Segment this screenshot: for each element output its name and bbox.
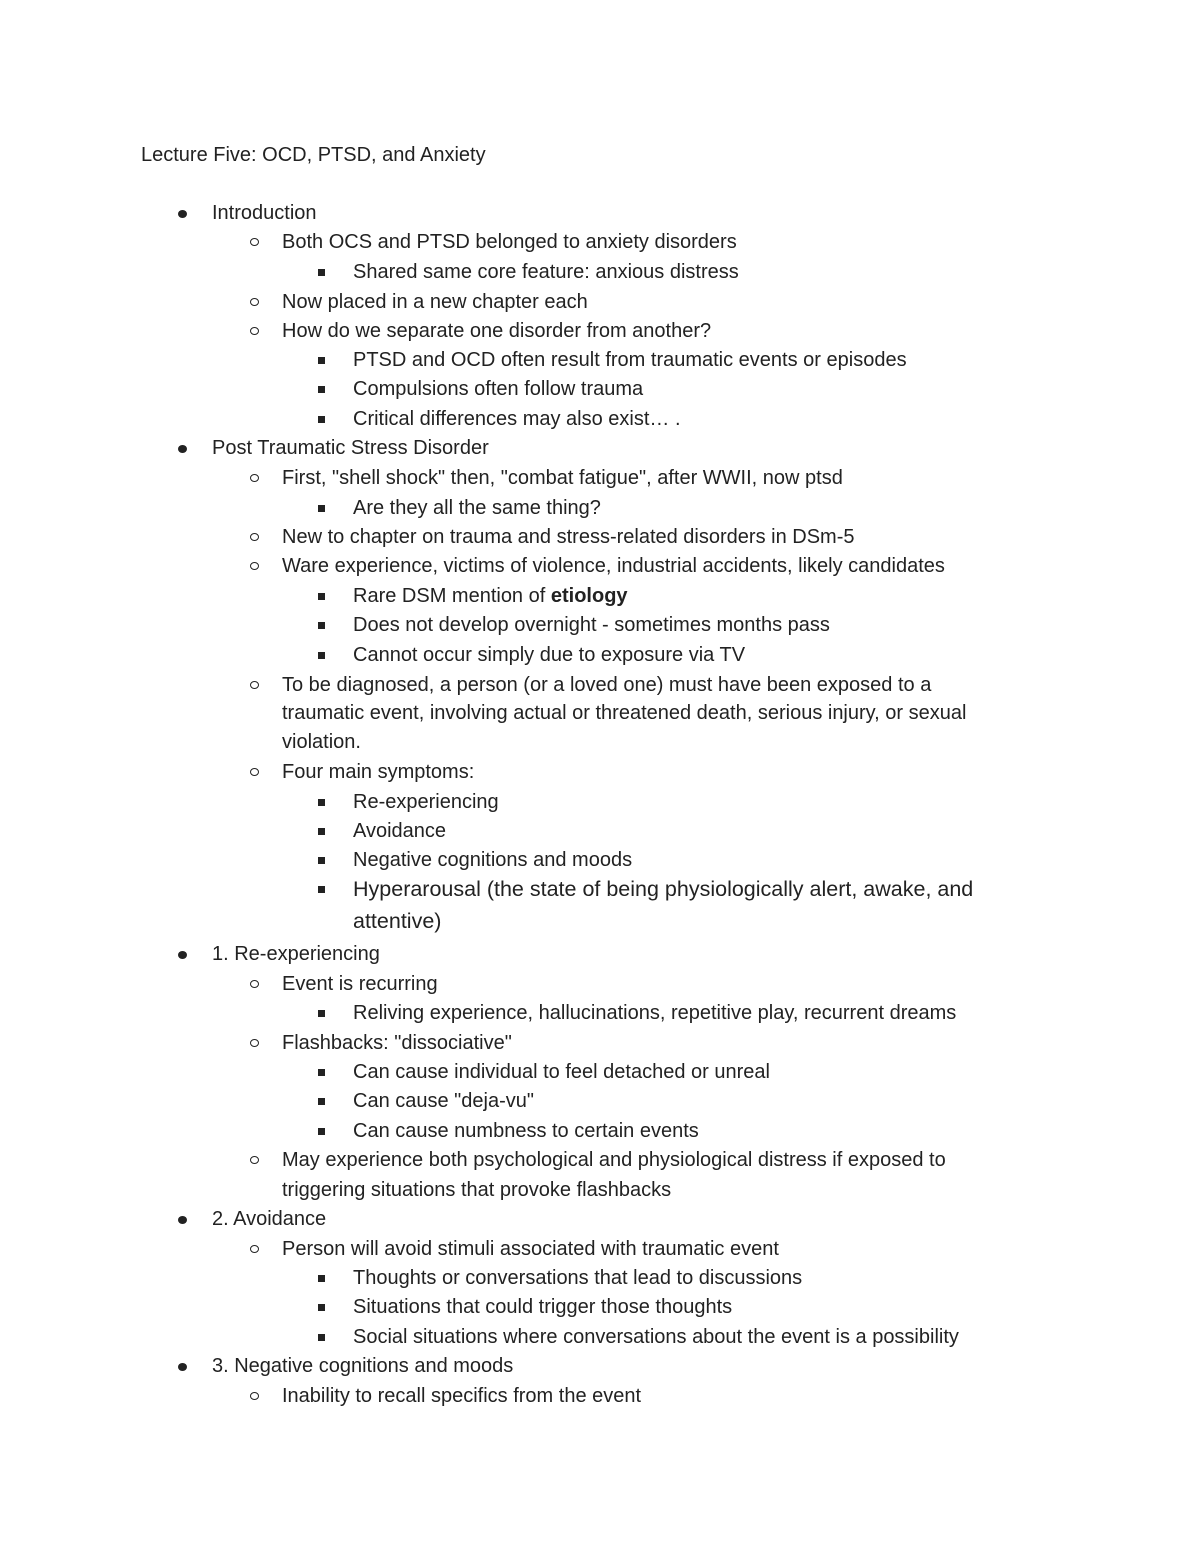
list-item-text: Both OCS and PTSD belonged to anxiety disorders: [282, 231, 737, 253]
list-item-text: triggering situations that provoke flashbacks: [282, 1179, 672, 1201]
bold-term: etiology: [550, 585, 628, 607]
list-item-text: Can cause "deja-vu": [353, 1090, 534, 1112]
list-item: [353, 790, 499, 814]
list-item: [353, 377, 643, 401]
list-item-text: Reliving experience, hallucinations, repetitive play, recurrent dreams: [353, 1002, 957, 1024]
list-item: [353, 584, 628, 608]
filled-square-bullet-icon: [318, 593, 325, 600]
list-item-text: Thoughts or conversations that lead to discussions: [353, 1267, 803, 1289]
filled-square-bullet-icon: [318, 799, 325, 806]
hollow-circle-bullet-icon: [250, 1156, 259, 1164]
list-item: [282, 1148, 946, 1172]
list-item-text: violation.: [282, 731, 361, 753]
list-item-text: PTSD and OCD often result from traumatic events or episodes: [353, 349, 907, 371]
hollow-circle-bullet-icon: [250, 681, 259, 689]
list-item-text: Shared same core feature: anxious distress: [353, 261, 739, 283]
list-item-text: Person will avoid stimuli associated with traumatic event: [282, 1238, 779, 1260]
hollow-circle-bullet-icon: [250, 1392, 259, 1400]
list-item-text: Inability to recall specifics from the event: [282, 1385, 642, 1407]
list-item-continuation: [353, 909, 441, 933]
list-item-text: Flashbacks: "dissociative": [282, 1032, 512, 1054]
list-item-continuation: [282, 701, 966, 725]
list-item: [353, 1060, 770, 1084]
hollow-circle-bullet-icon: [250, 980, 259, 988]
filled-square-bullet-icon: [318, 652, 325, 659]
list-item: [353, 1089, 534, 1113]
list-item: [353, 877, 973, 901]
filled-circle-bullet-icon: [178, 951, 187, 959]
list-item: [353, 407, 681, 431]
list-item: [353, 819, 446, 843]
list-item-text: Post Traumatic Stress Disorder: [212, 437, 489, 459]
list-item-text: New to chapter on trauma and stress-related disorders in DSm-5: [282, 526, 855, 548]
filled-square-bullet-icon: [318, 1010, 325, 1017]
list-item-text: Ware experience, victims of violence, industrial accidents, likely candidates: [282, 555, 945, 577]
list-item-continuation: [282, 1178, 671, 1202]
list-item-text: 3. Negative cognitions and moods: [212, 1355, 514, 1377]
list-item-text: To be diagnosed, a person (or a loved one) must have been exposed to a: [282, 674, 932, 696]
list-item-continuation: [282, 730, 361, 754]
hollow-circle-bullet-icon: [250, 768, 259, 776]
list-item: [353, 1119, 699, 1143]
list-item-text: Compulsions often follow trauma: [353, 378, 644, 400]
list-item-text: Does not develop overnight - sometimes months pass: [353, 614, 830, 636]
list-item: [282, 972, 438, 996]
list-item-text: Re-experiencing: [353, 791, 499, 813]
list-item-text: Hyperarousal (the state of being physiologically alert, awake, and: [353, 877, 974, 901]
hollow-circle-bullet-icon: [250, 533, 259, 541]
list-item: [282, 230, 737, 254]
filled-square-bullet-icon: [318, 1275, 325, 1282]
filled-square-bullet-icon: [318, 269, 325, 276]
list-item-text: 1. Re-experiencing: [212, 943, 380, 965]
filled-square-bullet-icon: [318, 416, 325, 423]
hollow-circle-bullet-icon: [250, 562, 259, 570]
list-item-text: Avoidance: [353, 820, 447, 842]
list-item: [353, 348, 907, 372]
filled-square-bullet-icon: [318, 505, 325, 512]
list-item: [282, 760, 474, 784]
list-item-text: Negative cognitions and moods: [353, 849, 633, 871]
list-item: [353, 643, 745, 667]
list-item: [282, 525, 854, 549]
filled-square-bullet-icon: [318, 828, 325, 835]
list-item: [282, 1237, 779, 1261]
hollow-circle-bullet-icon: [250, 1245, 259, 1253]
list-item: [212, 1207, 326, 1231]
filled-square-bullet-icon: [318, 622, 325, 629]
filled-square-bullet-icon: [318, 1128, 325, 1135]
list-item: [212, 1354, 513, 1378]
list-item: [282, 554, 945, 578]
list-item-text: May experience both psychological and physiological distress if exposed to: [282, 1149, 946, 1171]
list-item-text: Situations that could trigger those thoughts: [353, 1296, 733, 1318]
list-item-text: Now placed in a new chapter each: [282, 291, 588, 313]
filled-circle-bullet-icon: [178, 1216, 187, 1224]
list-item-text: Critical differences may also exist… .: [353, 408, 681, 430]
filled-circle-bullet-icon: [178, 445, 187, 453]
document-title: Lecture Five: OCD, PTSD, and Anxiety: [141, 144, 486, 166]
list-item: [282, 319, 711, 343]
filled-square-bullet-icon: [318, 857, 325, 864]
filled-circle-bullet-icon: [178, 1363, 187, 1371]
hollow-circle-bullet-icon: [250, 238, 259, 246]
list-item-text: Event is recurring: [282, 973, 438, 995]
list-item: [282, 1384, 641, 1408]
list-item-text: 2. Avoidance: [212, 1208, 327, 1230]
list-item-text: Can cause individual to feel detached or unreal: [353, 1061, 770, 1083]
list-item: [282, 673, 931, 697]
list-item: [282, 466, 843, 490]
hollow-circle-bullet-icon: [250, 1039, 259, 1047]
list-item: [212, 436, 489, 460]
hollow-circle-bullet-icon: [250, 474, 259, 482]
list-item-text: Four main symptoms:: [282, 761, 475, 783]
list-item-text: traumatic event, involving actual or threatened death, serious injury, or sexual: [282, 702, 967, 724]
filled-square-bullet-icon: [318, 386, 325, 393]
list-item: [353, 1266, 802, 1290]
list-item-text: Rare DSM mention of: [353, 585, 551, 607]
list-item: [353, 1325, 959, 1349]
list-item-text: First, "shell shock" then, "combat fatigue", after WWII, now ptsd: [282, 467, 843, 489]
list-item: [353, 496, 601, 520]
list-item: [282, 1031, 512, 1055]
list-item-text: How do we separate one disorder from another?: [282, 320, 712, 342]
hollow-circle-bullet-icon: [250, 327, 259, 335]
filled-circle-bullet-icon: [178, 210, 187, 218]
list-item-text: attentive): [353, 909, 442, 933]
filled-square-bullet-icon: [318, 1334, 325, 1341]
list-item: [353, 1295, 732, 1319]
filled-square-bullet-icon: [318, 886, 325, 893]
filled-square-bullet-icon: [318, 1304, 325, 1311]
list-item-text: Can cause numbness to certain events: [353, 1120, 699, 1142]
list-item: [353, 613, 830, 637]
filled-square-bullet-icon: [318, 1098, 325, 1105]
list-item-text: Are they all the same thing?: [353, 497, 601, 519]
hollow-circle-bullet-icon: [250, 298, 259, 306]
list-item: [353, 848, 632, 872]
list-item: [353, 1001, 956, 1025]
list-item: [212, 942, 380, 966]
list-item-text: Introduction: [212, 202, 317, 224]
list-item-text: Cannot occur simply due to exposure via TV: [353, 644, 746, 666]
filled-square-bullet-icon: [318, 1069, 325, 1076]
list-item: [353, 260, 739, 284]
filled-square-bullet-icon: [318, 357, 325, 364]
list-item: [282, 290, 588, 314]
list-item-text: Social situations where conversations about the event is a possibility: [353, 1326, 959, 1348]
list-item: [212, 201, 317, 225]
